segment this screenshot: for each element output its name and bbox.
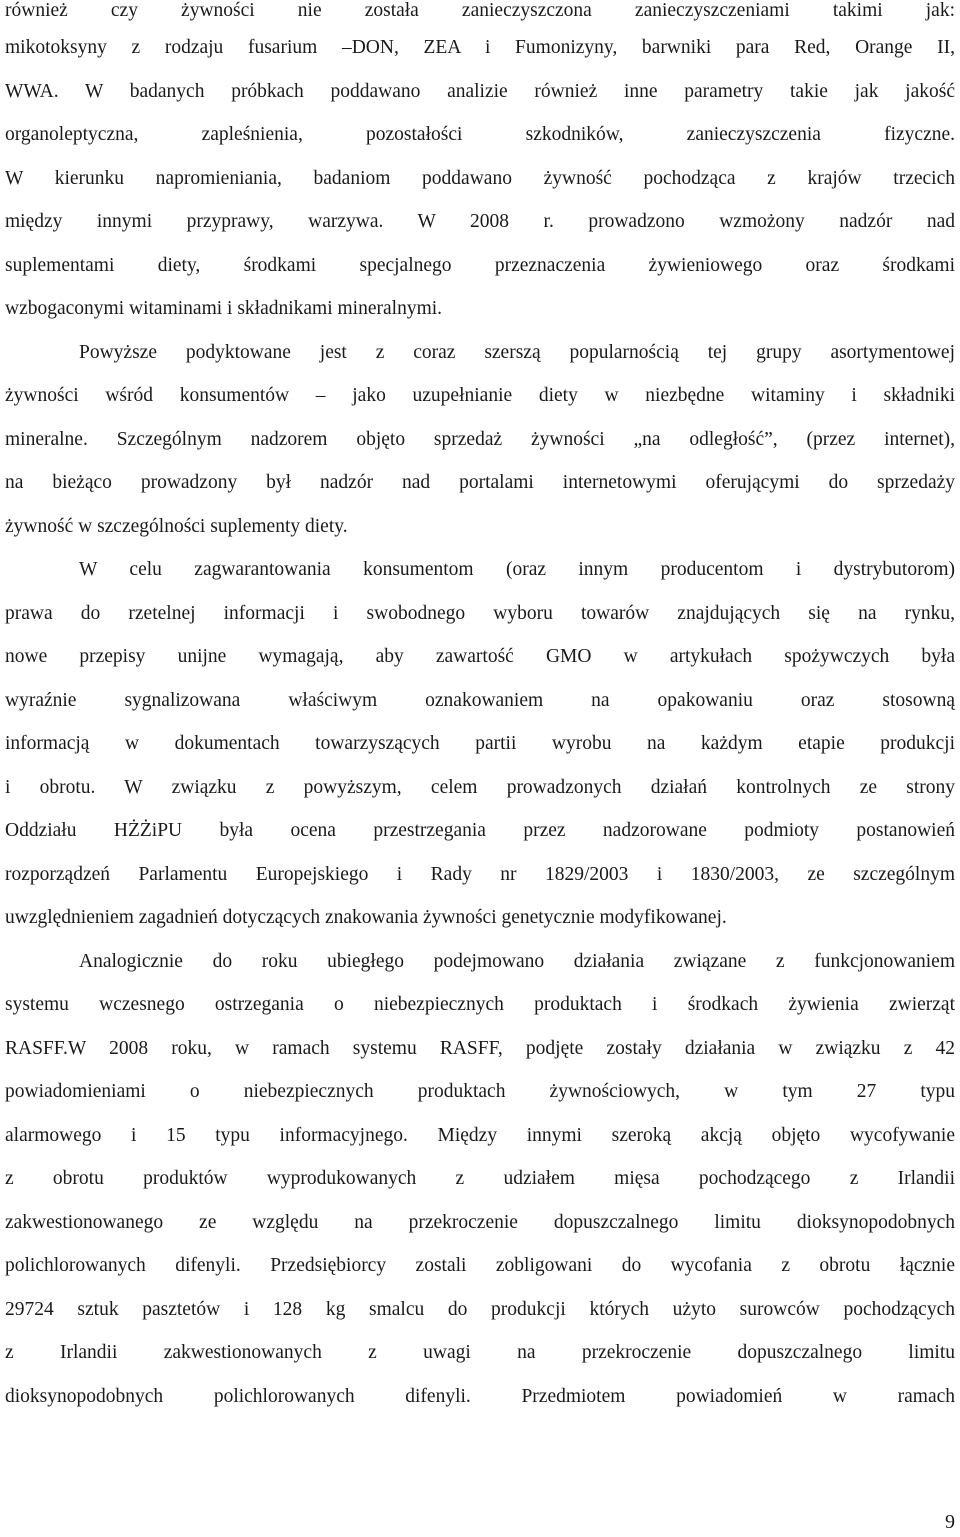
text-line: również czy żywności nie została zanieczyszczona zanieczyszczeniami takimi jak:: [5, 0, 955, 21]
text-line: alarmowego i 15 typu informacyjnego. Między innymi szeroką akcją objęto wycofywanie: [5, 1124, 955, 1146]
text-line: Analogicznie do roku ubiegłego podejmowano działania związane z funkcjonowaniem: [79, 950, 955, 972]
text-line: informacją w dokumentach towarzyszących partii wyrobu na każdym etapie produkcji: [5, 733, 955, 754]
text-line: W celu zagwarantowania konsumentom (oraz innym producentom i dystrybutorom): [79, 559, 955, 580]
text-line: powiadomieniami o niebezpiecznych produktach żywnościowych, w tym 27 typu: [5, 1081, 955, 1102]
text-line: między innymi przyprawy, warzywa. W 2008 r. prowadzono wzmożony nadzór nad: [5, 211, 955, 232]
text-line: wzbogaconymi witaminami i składnikami mineralnymi.: [5, 298, 443, 319]
document-body: [5, 0, 955, 1418]
text-line: mikotoksyny z rodzaju fusarium –DON, ZEA i Fumonizyny, barwniki para Red, Orange II,: [5, 37, 955, 58]
text-line: z obrotu produktów wyprodukowanych z udziałem mięsa pochodzącego z Irlandii: [5, 1168, 955, 1189]
text-line: żywność w szczególności suplementy diety.: [5, 515, 348, 537]
text-line: żywności wśród konsumentów – jako uzupełnianie diety w niezbędne witaminy i składniki: [5, 385, 955, 406]
text-line: nowe przepisy unijne wymagają, aby zawartość GMO w artykułach spożywczych była: [5, 646, 955, 667]
page-number: 9: [945, 1511, 955, 1533]
text-line: uwzględnieniem zagadnień dotyczących znakowania żywności genetycznie modyfikowanej.: [5, 907, 727, 928]
text-line: i obrotu. W związku z powyższym, celem prowadzonych działań kontrolnych ze strony: [5, 776, 955, 798]
text-line: z Irlandii zakwestionowanych z uwagi na przekroczenie dopuszczalnego limitu: [5, 1342, 955, 1363]
text-line: rozporządzeń Parlamentu Europejskiego i Rady nr 1829/2003 i 1830/2003, ze szczególnym: [5, 863, 955, 885]
text-line: polichlorowanych difenyli. Przedsiębiorcy zostali zobligowani do wycofania z obrotu łącznie: [5, 1255, 955, 1276]
text-line: Powyższe podyktowane jest z coraz szerszą popularnością tej grupy asortymentowej: [79, 341, 955, 363]
text-line: 29724 sztuk pasztetów i 128 kg smalcu do produkcji których użyto surowców pochodzących: [5, 1298, 955, 1320]
text-line: W kierunku napromieniania, badaniom poddawano żywność pochodząca z krajów trzecich: [5, 167, 955, 189]
text-line: WWA. W badanych próbkach poddawano analizie również inne parametry takie jak jakość: [5, 80, 955, 102]
text-line: RASFF.W 2008 roku, w ramach systemu RASFF, podjęte zostały działania w związku z 42: [5, 1037, 955, 1059]
text-line: prawa do rzetelnej informacji i swobodnego wyboru towarów znajdujących się na rynku,: [5, 602, 955, 624]
text-line: Oddziału HŻŻiPU była ocena przestrzegania przez nadzorowane podmioty postanowień: [5, 820, 955, 841]
text-line: dioksynopodobnych polichlorowanych difenyli. Przedmiotem powiadomień w ramach: [5, 1385, 955, 1407]
text-line: wyraźnie sygnalizowana właściwym oznakowaniem na opakowaniu oraz stosowną: [5, 689, 955, 711]
text-line: na bieżąco prowadzony był nadzór nad portalami internetowymi oferującymi do sprzedaży: [5, 472, 955, 493]
text-line: suplementami diety, środkami specjalnego przeznaczenia żywieniowego oraz środkami: [5, 254, 955, 276]
text-line: organoleptyczna, zapleśnienia, pozostałości szkodników, zanieczyszczenia fizyczne.: [5, 124, 955, 145]
text-line: systemu wczesnego ostrzegania o niebezpiecznych produktach i środkach żywienia zwierząt: [5, 994, 955, 1015]
text-line: zakwestionowanego ze względu na przekroczenie dopuszczalnego limitu dioksynopodobnych: [5, 1211, 955, 1233]
text-line: mineralne. Szczególnym nadzorem objęto sprzedaż żywności „na odległość”, (przez internet),: [5, 428, 955, 450]
